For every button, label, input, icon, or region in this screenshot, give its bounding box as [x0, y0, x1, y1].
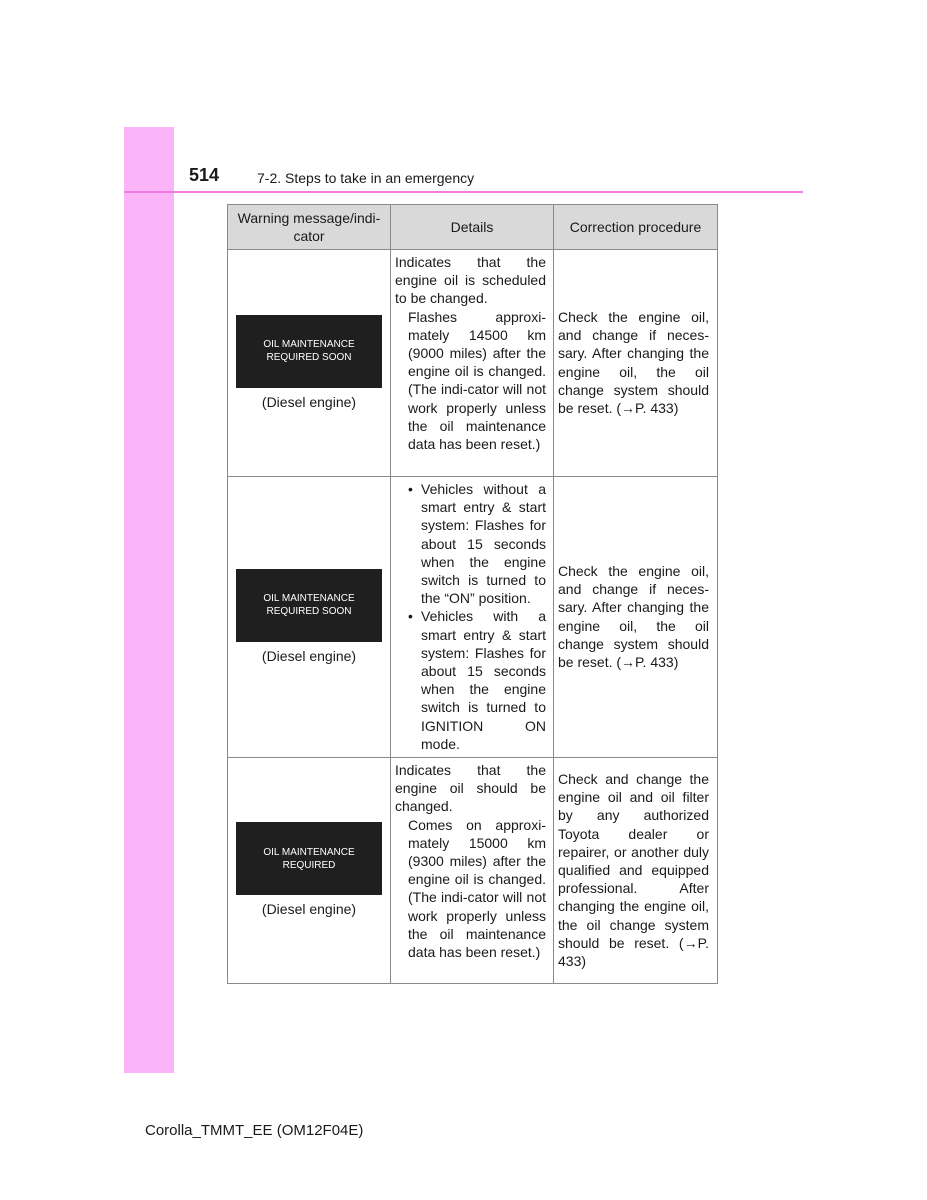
indicator-cell [228, 477, 391, 758]
warning-table [227, 204, 718, 984]
table-header-row [228, 205, 718, 250]
column-header-indicator: Warning message/indi-cator [228, 205, 391, 250]
table-row [228, 477, 718, 758]
details-note: Comes on approxi-mately 15000 km (9300 miles) after the engine oil is changed. (The indi-cator will not work properly unless the oil maintenance data has been reset.) [408, 816, 546, 961]
display-text-line2: REQUIRED SOON [266, 352, 352, 364]
indicator-cell [228, 250, 391, 477]
oil-maintenance-display [236, 315, 382, 388]
details-cell [391, 250, 554, 477]
details-bullet-list [395, 480, 546, 753]
engine-type-label: (Diesel engine) [261, 393, 357, 410]
page-number: 514 [189, 165, 220, 185]
oil-maintenance-display [236, 822, 382, 895]
details-intro: Indicates that the engine oil should be changed. [395, 762, 546, 815]
details-cell [391, 758, 554, 984]
table-row [228, 758, 718, 984]
details-bullet: • Vehicles without a smart entry & start system: Flashes for about 15 seconds when the engine switch is turned to the “ON” position. [395, 480, 546, 607]
section-side-tab [124, 127, 174, 1073]
column-header-correction: Correction procedure [554, 205, 718, 250]
engine-type-label: (Diesel engine) [261, 901, 357, 918]
display-text-line1: OIL MAINTENANCE [263, 339, 355, 351]
details-cell [391, 477, 554, 758]
table-row [228, 250, 718, 477]
indicator-cell [228, 758, 391, 984]
column-header-details: Details [391, 205, 554, 250]
display-text-line2: REQUIRED SOON [266, 606, 352, 618]
correction-cell: Check and change the engine oil and oil filter by any authorized Toyota dealer or repairer, or another duly qualified and equipped professional. After changing the engine oil, the oil change system should be reset. (→P. 433) [554, 758, 718, 984]
details-note: Flashes approxi-mately 14500 km (9000 miles) after the engine oil is changed. (The indi-cator will not work properly unless the oil maintenance data has been reset.) [408, 308, 546, 453]
display-text-line1: OIL MAINTENANCE [263, 593, 355, 605]
section-title: 7-2. Steps to take in an emergency [257, 170, 475, 186]
oil-maintenance-display [236, 569, 382, 642]
correction-cell: Check the engine oil, and change if neces-sary. After changing the engine oil, the oil change system should be reset. (→P. 433) [554, 250, 718, 477]
correction-cell: Check the engine oil, and change if neces-sary. After changing the engine oil, the oil change system should be reset. (→P. 433) [554, 477, 718, 758]
display-text-line1: OIL MAINTENANCE [263, 846, 355, 858]
details-intro: Indicates that the engine oil is scheduled to be changed. [395, 254, 546, 307]
engine-type-label: (Diesel engine) [261, 647, 357, 664]
document-id-footer: Corolla_TMMT_EE (OM12F04E) [145, 1122, 364, 1139]
header-divider [124, 191, 803, 193]
display-text-line2: REQUIRED [282, 859, 336, 871]
details-bullet: • Vehicles with a smart entry & start system: Flashes for about 15 seconds when the engine switch is turned to IGNITION ON mode. [395, 607, 546, 753]
